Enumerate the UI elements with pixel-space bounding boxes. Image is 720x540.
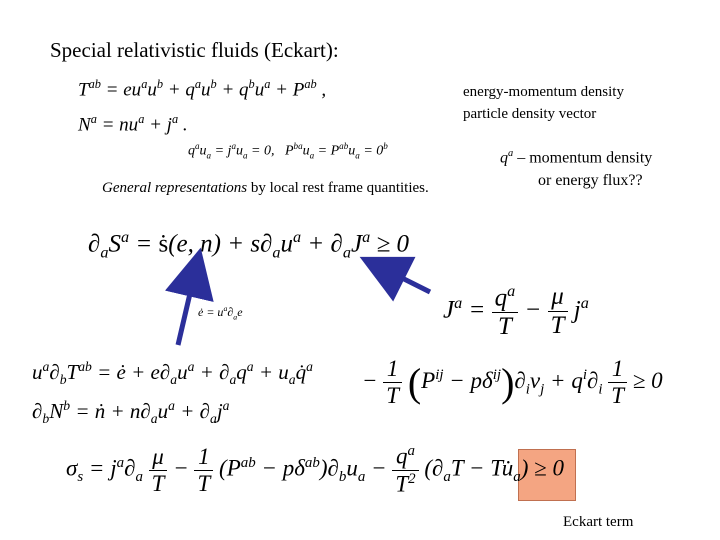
general-representations-italic: General representations — [102, 180, 248, 196]
fraction-mu-over-T-sigma: $\frac{\mu}{T}$ — [149, 444, 168, 497]
arrow-to-divergence-J — [382, 268, 430, 292]
label-qa-note-line2: or energy flux?? — [538, 172, 643, 189]
equation-entropy-production: $\sigma_s = j^a\partial_a$ $\frac{\mu}{T}$ − $\frac{1}{T}$ $(P^{ab} - p\delta^{ab})\partial_bu_a$ − $\frac{q^a}{T^2}$ ($\partial_aT$ − $Tu̇_a) \ge 0$ — [66, 443, 565, 497]
equation-particle-balance: $\partial_bN^b$ = ṅ + $n\partial_au^a + \partial_aj^a$ — [32, 398, 230, 427]
equation-constraints: $q^au_a = j^au_a = 0$, $P^{ba}u_a = P^{ab}u_a = 0^b$ — [188, 141, 388, 161]
equation-energy-balance: $u^a\partial_bT^{ab}$ = ė + $e\partial_au^a + \partial_aq^a$ + $u_aq̇^a$ — [32, 359, 313, 388]
fraction-one-over-T-sigma: $\frac{1}{T}$ — [194, 444, 213, 497]
label-energy-momentum: energy-momentum density — [463, 84, 624, 100]
fraction-q-over-T-squared: $\frac{q^a}{T^2}$ — [392, 443, 418, 497]
label-qa-note: $q^a$ – momentum density — [500, 148, 653, 167]
equation-three-dimensional-inequality: − $\frac{1}{T}$ $(P^{ij} - p\delta^{ij})\partial_iv_j + q^i\partial_i$ $\frac{1}{T}$ ≥ 0 — [362, 356, 663, 408]
equation-T-definition: $T^{ab} = eu^au^b + q^au^b + q^bu^a + P^{ab}$ , — [78, 77, 327, 101]
equation-J-definition: $J^a$ = $\frac{q^a}{T}$ − $\frac{\mu}{T}$ $j^a$ — [443, 282, 589, 341]
label-eckart-term: Eckart term — [563, 514, 634, 530]
slide-title: Special relativistic fluids (Eckart): — [50, 38, 339, 62]
fraction-one-over-T-left: $\frac{1}{T}$ — [383, 356, 402, 409]
fraction-one-over-T-right: $\frac{1}{T}$ — [608, 356, 627, 409]
equation-edot-definition: ė = $u^a\partial_ae$ — [198, 304, 243, 322]
fraction-q-over-T: $\frac{q^a}{T}$ — [492, 282, 519, 341]
general-representations-rest: by local rest frame quantities. — [247, 180, 429, 196]
label-particle-density: particle density vector — [463, 106, 597, 122]
equation-N-definition: $N^a = nu^a + j^a$ . — [78, 112, 188, 136]
equation-entropy-inequality: $\partial_aS^a$ = ṡ(e, $n) + s\partial_au^a + \partial_aJ^a \ge 0$ — [88, 228, 409, 262]
fraction-mu-over-T: $\frac{\mu}{T}$ — [548, 283, 568, 340]
arrow-to-sdot — [178, 272, 195, 345]
